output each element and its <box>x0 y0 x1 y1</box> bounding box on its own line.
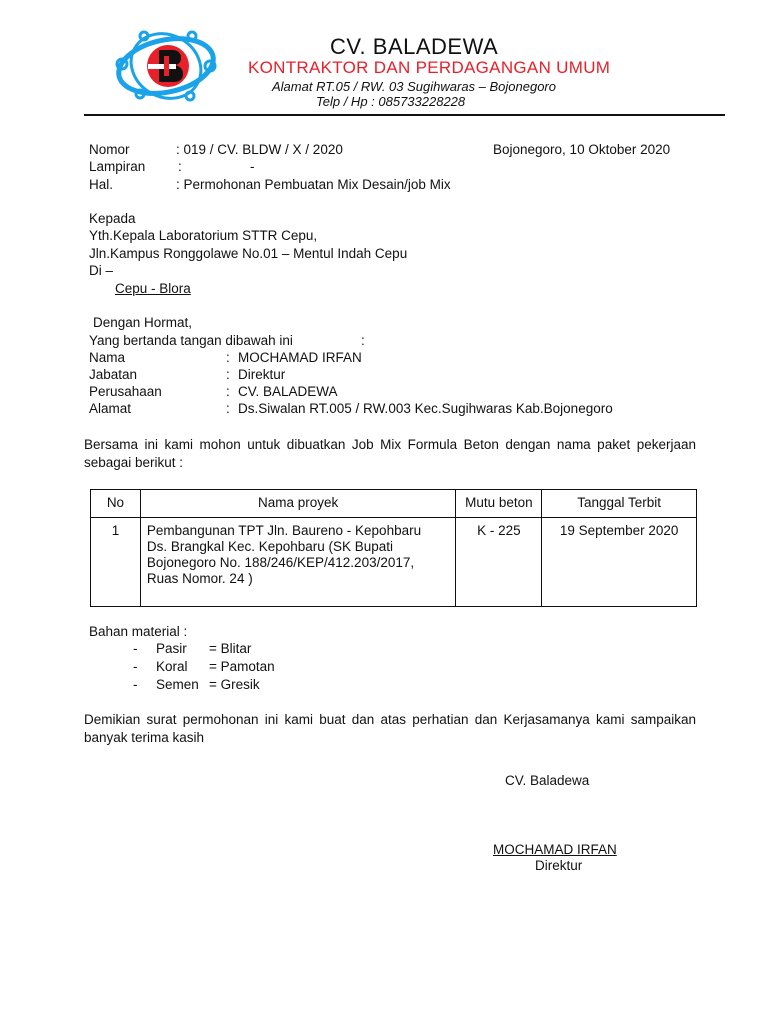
field-colon: : <box>226 384 230 399</box>
material-source: = Gresik <box>209 677 260 692</box>
field-value-jabatan: Direktur <box>238 367 286 382</box>
nomor-value: : 019 / CV. BLDW / X / 2020 <box>176 142 343 157</box>
field-value-nama: MOCHAMAD IRFAN <box>238 350 362 365</box>
company-logo <box>110 28 226 104</box>
recipient-city <box>115 281 233 296</box>
nomor-label: Nomor <box>89 142 130 157</box>
recipient-line-1: Yth.Kepala Laboratorium STTR Cepu, <box>89 228 318 243</box>
lampiran-value: - <box>250 159 255 174</box>
field-label: Perusahaan <box>89 384 162 399</box>
material-name: Pasir <box>156 641 187 656</box>
field-value-perusahaan: CV. BALADEWA <box>238 384 338 399</box>
materials-heading: Bahan material : <box>89 624 188 639</box>
greeting-intro: Yang bertanda tangan dibawah ini <box>89 333 293 348</box>
material-dash: - <box>133 659 138 674</box>
recipient-line-2: Jln.Kampus Ronggolawe No.01 – Mentul Indah Cepu <box>89 246 408 261</box>
signature-name: MOCHAMAD IRFAN <box>493 842 617 857</box>
field-label: Nama <box>89 350 126 365</box>
company-phone: Telp / Hp : 085733228228 <box>316 94 466 109</box>
closing-paragraph: Demikian surat permohonan ini kami buat dan atas perhatian dan Kerjasamanya kami sampaikan banyak terima kasih <box>84 712 696 745</box>
header-mutu-beton: Mutu beton <box>456 490 542 518</box>
material-name: Semen <box>156 677 199 692</box>
field-colon: : <box>226 401 230 416</box>
recipient-city-text: Cepu - Blora <box>115 281 191 296</box>
header-no: No <box>91 490 141 518</box>
company-name: CV. BALADEWA <box>330 34 499 59</box>
material-source: = Blitar <box>209 641 252 656</box>
company-address: Alamat RT.05 / RW. 03 Sugihwaras – Bojonegoro <box>272 79 556 94</box>
cell-no: 1 <box>91 518 141 607</box>
cell-nama-proyek: Pembangunan TPT Jln. Baureno - Kepohbaru Ds. Brangkal Kec. Kepohbaru (SK Bupati Bojonegoro No. 188/246/KEP/412.203/2017, Ruas Nomor. 24 ) <box>140 518 456 607</box>
cell-mutu-beton: K - 225 <box>456 518 542 607</box>
header-tanggal-terbit: Tanggal Terbit <box>542 490 697 518</box>
recipient-kepada: Kepada <box>89 211 136 226</box>
body-paragraph: Bersama ini kami mohon untuk dibuatkan Job Mix Formula Beton dengan nama paket pekerjaan sebagai berikut : <box>84 437 696 470</box>
project-table <box>90 489 697 607</box>
material-dash: - <box>133 677 138 692</box>
greeting-intro-colon: : <box>361 333 365 348</box>
cell-tanggal-terbit: 19 September 2020 <box>542 518 697 607</box>
material-source: = Pamotan <box>209 659 275 674</box>
lampiran-label: Lampiran <box>89 159 146 174</box>
table-header-row <box>91 490 697 518</box>
company-tagline: KONTRAKTOR DAN PERDAGANGAN UMUM <box>248 58 611 77</box>
field-colon: : <box>226 367 230 382</box>
field-colon: : <box>226 350 230 365</box>
field-value-alamat: Ds.Siwalan RT.005 / RW.003 Kec.Sugihwaras Kab.Bojonegoro <box>238 401 613 416</box>
signature-title: Direktur <box>535 858 583 873</box>
material-name: Koral <box>156 659 188 674</box>
signature-company: CV. Baladewa <box>505 773 590 788</box>
lampiran-colon: : <box>178 159 182 174</box>
field-label: Alamat <box>89 401 132 416</box>
greeting-hormat: Dengan Hormat, <box>93 315 193 330</box>
field-label: Jabatan <box>89 367 138 382</box>
table-row <box>91 518 697 607</box>
hal-label: Hal. <box>89 177 114 192</box>
recipient-di: Di – <box>89 263 114 278</box>
hal-value: : Permohonan Pembuatan Mix Desain/job Mix <box>176 177 451 192</box>
letter-date: Bojonegoro, 10 Oktober 2020 <box>493 142 671 157</box>
letterhead-divider <box>84 114 725 116</box>
header-nama-proyek: Nama proyek <box>140 490 456 518</box>
material-dash: - <box>133 641 138 656</box>
